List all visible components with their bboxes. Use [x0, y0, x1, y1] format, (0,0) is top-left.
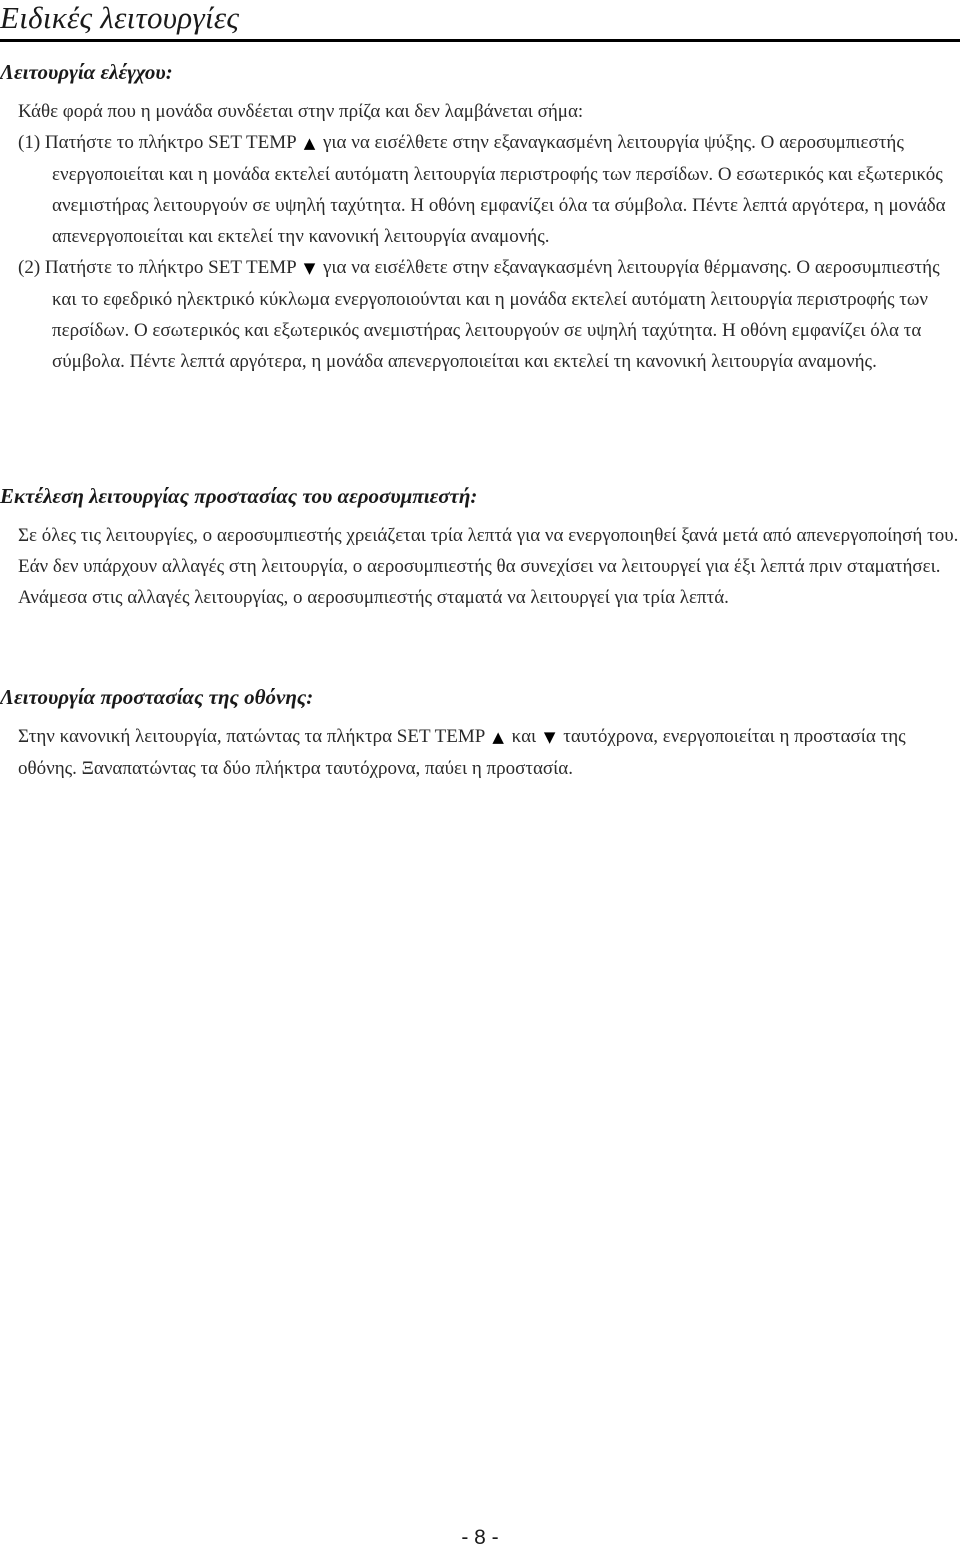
triangle-down-icon: ▼ — [543, 728, 556, 746]
compressor-body: Σε όλες τις λειτουργίες, ο αεροσυμπιεστής χρειάζεται τρία λεπτά για να ενεργοποιηθεί ξανά μετά από απενεργοποίησή του. Εάν δεν υπάρχουν αλλαγές στη λειτουργία, ο αεροσυμπιεστής θα συνεχίσει να λειτουργεί για έξι λεπτά πριν σταματήσει. Ανάμεσα στις αλλαγές λειτουργίας, ο αεροσυμπιεστής σταματά να λειτουργεί για τρία λεπτά. — [18, 525, 959, 608]
test-item-heating — [0, 252, 960, 377]
page-number — [0, 1526, 960, 1550]
section-screen-protection — [0, 683, 960, 784]
test-intro: Κάθε φορά που η μονάδα συνδέεται στην πρίζα και δεν λαμβάνεται σήμα: — [18, 101, 584, 122]
section-compressor-protection — [0, 482, 960, 613]
screen-text-before: Στην κανονική λειτουργία, πατώντας τα πλήκτρα SET TEMP — [18, 726, 485, 747]
item2-text-before: (2) Πατήστε το πλήκτρο SET TEMP — [18, 257, 296, 278]
page-title: Ειδικές λειτουργίες — [0, 0, 240, 35]
triangle-up-icon: ▲ — [303, 134, 316, 152]
section-test-mode — [0, 58, 960, 377]
screen-body — [0, 721, 960, 784]
screen-text-middle: και — [511, 726, 537, 747]
triangle-up-icon: ▲ — [492, 728, 504, 746]
screen-text-after: ταυτόχρονα, ενεργοποιείται η προστασία της οθόνης. Ξαναπατώντας τα δύο πλήκτρα ταυτόχρονα, παύει η προστασία. — [18, 726, 906, 779]
page-number-text: - 8 - — [461, 1526, 499, 1549]
triangle-down-icon: ▼ — [303, 259, 316, 277]
item1-text-after: για να εισέλθετε στην εξαναγκασμένη λειτουργία ψύξης. Ο αεροσυμπιεστής ενεργοποιείται και η μονάδα εκτελεί αυτόματη λειτουργία περιστροφής των περσίδων. Ο εσωτερικός και εξωτερικός ανεμιστήρας λειτουργούν σε υψηλή ταχύτητα. Η οθόνη εμφανίζει όλα τα σύμβολα. Πέντε λεπτά αργότερα, η μονάδα απενεργοποιείται και εκτελεί την κανονική λειτουργία αναμονής. — [52, 132, 946, 247]
item1-text-before: (1) Πατήστε το πλήκτρο SET TEMP — [18, 132, 296, 153]
item2-text-after: για να εισέλθετε στην εξαναγκασμένη λειτουργία θέρμανσης. Ο αεροσυμπιεστής και το εφεδρικό ηλεκτρικό κύκλωμα ενεργοποιούνται και η μονάδα εκτελεί αυτόματη λειτουργία περιστροφής των περσίδων. Ο εσωτερικός και εξωτερικός ανεμιστήρας λειτουργούν σε υψηλή ταχύτητα. Η οθόνη εμφανίζει όλα τα σύμβολα. Πέντε λεπτά αργότερα, η μονάδα απενεργοποιείται και εκτελεί τη κανονική λειτουργία αναμονής. — [52, 257, 940, 372]
title-divider — [0, 39, 960, 42]
test-item-cooling — [0, 127, 960, 252]
section-heading-screen: Λειτουργία προστασίας της οθόνης: — [0, 685, 314, 709]
section-heading-test: Λειτουργία ελέγχου: — [0, 60, 173, 84]
section-heading-compressor: Εκτέλεση λειτουργίας προστασίας του αεροσυμπιεστή: — [0, 484, 478, 508]
